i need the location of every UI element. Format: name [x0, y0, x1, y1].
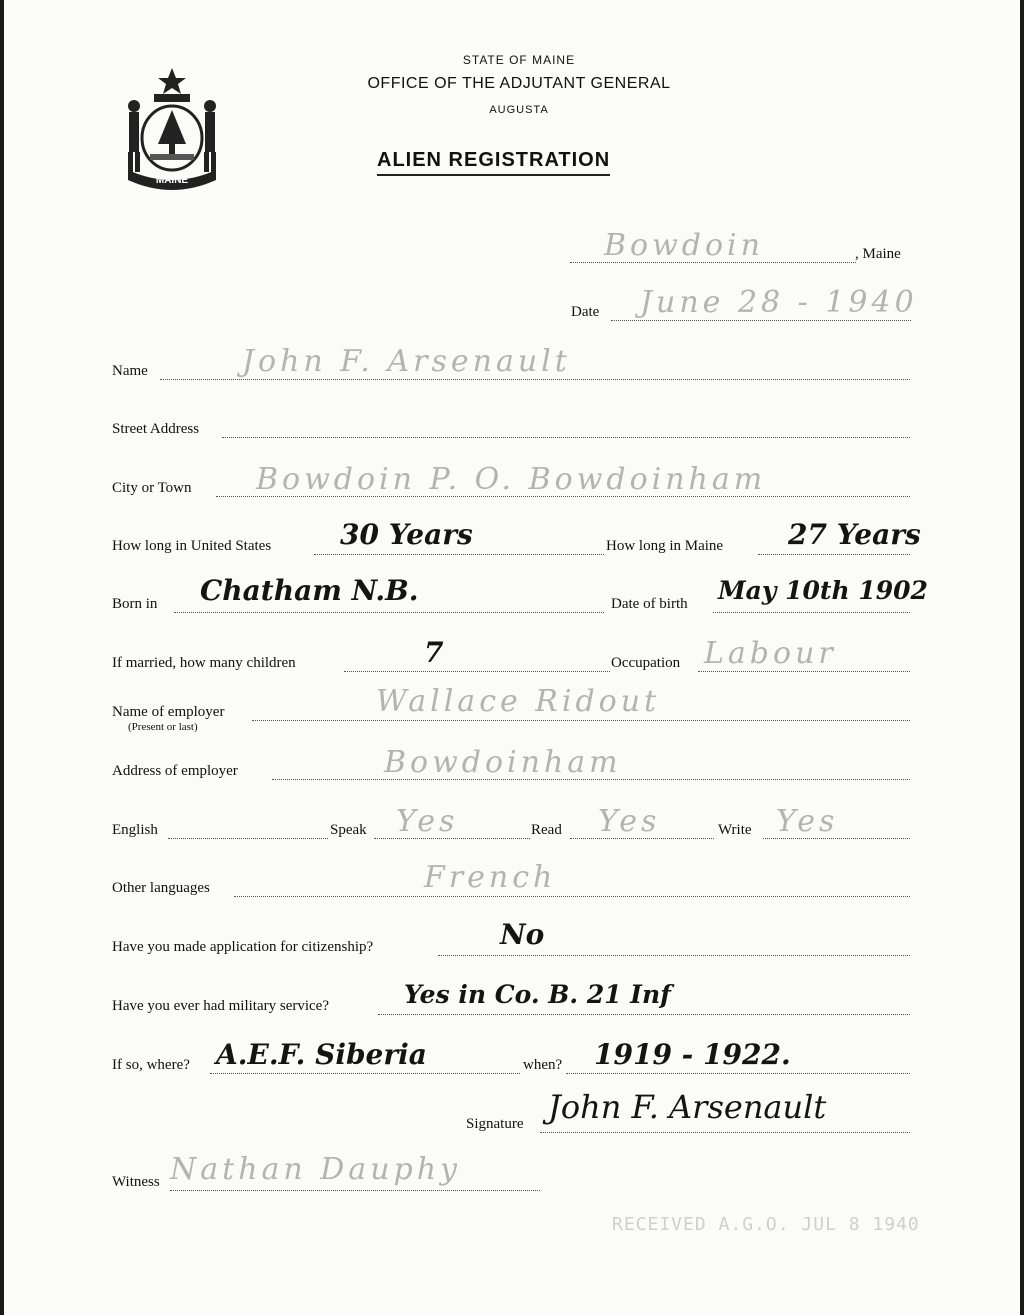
read-label: Read — [531, 822, 562, 838]
date-label: Date — [571, 304, 600, 320]
children-value: 7 — [424, 636, 444, 669]
signature-label: Signature — [466, 1116, 524, 1132]
when-value: 1919 - 1922. — [594, 1038, 791, 1071]
citizenship-value: No — [500, 918, 545, 951]
other-languages-value: French — [424, 860, 557, 895]
name-label: Name — [112, 363, 148, 379]
date-value: June 28 - 1940 — [640, 285, 918, 320]
header-state: STATE OF MAINE — [462, 53, 576, 67]
how-long-maine-value: 27 Years — [788, 518, 921, 551]
how-long-us-value: 30 Years — [340, 518, 473, 551]
when-label: when? — [523, 1057, 563, 1073]
header-city: AUGUSTA — [489, 104, 549, 116]
date-of-birth-label: Date of birth — [611, 596, 688, 612]
street-address-label: Street Address — [112, 421, 200, 437]
registration-form — [4, 0, 1020, 1315]
occupation-value: Labour — [704, 636, 837, 671]
children-label: If married, how many children — [112, 655, 296, 671]
where-label: If so, where? — [112, 1057, 190, 1073]
employer-address-label: Address of employer — [112, 763, 238, 779]
date-of-birth-value: May 10th 1902 — [718, 576, 928, 605]
occupation-label: Occupation — [611, 655, 681, 671]
maine-state-seal — [120, 66, 224, 190]
town-value: Bowdoin — [604, 228, 764, 263]
form-title: ALIEN REGISTRATION — [377, 149, 610, 176]
speak-label: Speak — [330, 822, 367, 838]
military-service-value: Yes in Co. B. 21 Inf — [404, 980, 671, 1009]
employer-name-label: Name of employer — [112, 704, 225, 720]
other-languages-label: Other languages — [112, 880, 210, 896]
military-service-label: Have you ever had military service? — [112, 998, 329, 1014]
employer-name-value: Wallace Ridout — [376, 684, 661, 719]
city-label: City or Town — [112, 480, 192, 496]
employer-address-value: Bowdoinham — [384, 745, 622, 780]
received-stamp: RECEIVED A.G.O. JUL 8 1940 — [612, 1214, 920, 1235]
english-label: English — [112, 822, 158, 838]
city-value: Bowdoin P. O. Bowdoinham — [256, 462, 767, 497]
employer-name-note: (Present or last) — [128, 721, 198, 733]
name-value: John F. Arsenault — [242, 344, 571, 379]
speak-value: Yes — [396, 804, 459, 839]
witness-label: Witness — [112, 1174, 160, 1190]
write-label: Write — [718, 822, 752, 838]
maine-label: , Maine — [855, 246, 901, 262]
read-value: Yes — [598, 804, 661, 839]
citizenship-label: Have you made application for citizenship? — [112, 939, 374, 955]
how-long-maine-label: How long in Maine — [606, 538, 724, 554]
born-in-label: Born in — [112, 596, 158, 612]
where-value: A.E.F. Siberia — [216, 1038, 427, 1071]
write-value: Yes — [776, 804, 839, 839]
signature-value: John F. Arsenault — [548, 1088, 827, 1126]
born-in-value: Chatham N.B. — [200, 574, 419, 607]
how-long-us-label: How long in United States — [112, 538, 272, 554]
witness-value: Nathan Dauphy — [170, 1152, 461, 1187]
header-office: OFFICE OF THE ADJUTANT GENERAL — [367, 75, 671, 92]
svg-text:MAINE: MAINE — [155, 175, 189, 186]
